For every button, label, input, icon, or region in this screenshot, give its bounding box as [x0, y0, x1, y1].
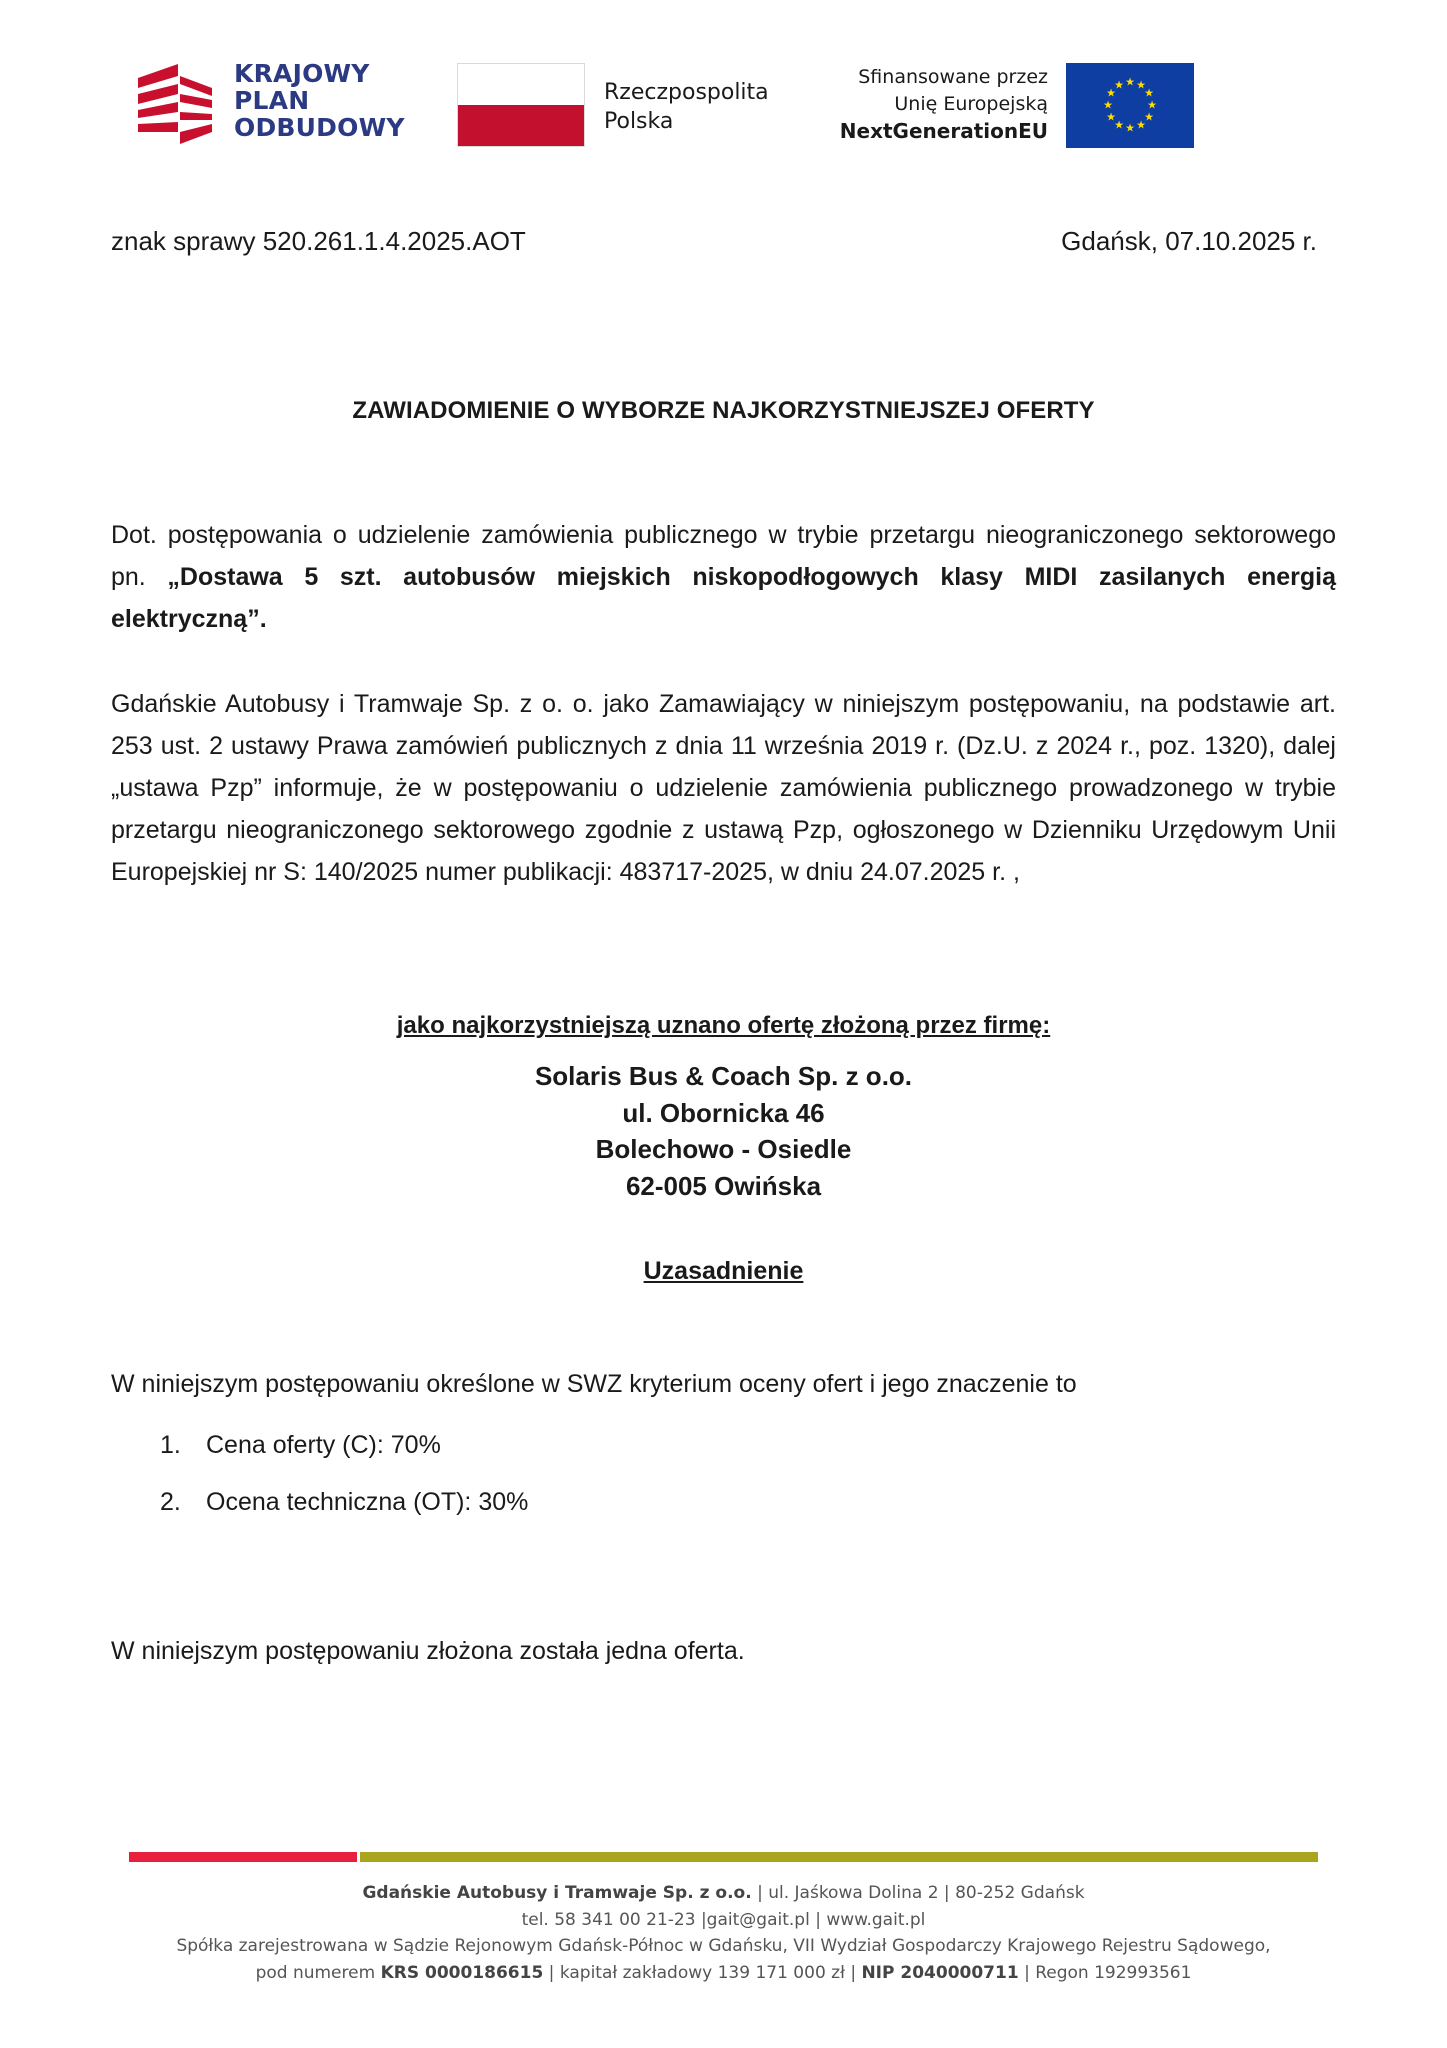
- criteria-item: [160, 1417, 528, 1474]
- criteria-intro: W niniejszym postępowaniu określone w SWZ kryterium oceny ofert i jego znaczenie to: [111, 1370, 1077, 1398]
- kpo-logo-text: [234, 60, 405, 141]
- svg-text:★: ★: [1125, 75, 1135, 89]
- eu-line-1: Sfinansowane przez: [858, 66, 1048, 88]
- subject-title: „Dostawa 5 szt. autobusów miejskich niskopodłogowych klasy MIDI zasilanych energią elektryczną”.: [111, 563, 1336, 633]
- criteria-number: 2.: [160, 1488, 181, 1516]
- svg-text:★: ★: [1136, 78, 1146, 92]
- svg-text:★: ★: [1125, 121, 1135, 135]
- svg-text:★: ★: [1136, 118, 1146, 132]
- footer-company: Gdańskie Autobusy i Tramwaje Sp. z o.o.: [362, 1883, 752, 1903]
- footer-bar-red: [129, 1852, 357, 1862]
- footer-bar-olive: [360, 1852, 1318, 1862]
- kpo-line-1: KRAJOWY: [234, 59, 370, 88]
- subject-paragraph: [111, 514, 1336, 640]
- case-reference: znak sprawy 520.261.1.4.2025.AOT: [111, 226, 526, 256]
- winner-locality: Bolechowo - Osiedle: [595, 1134, 852, 1164]
- winner-name: Solaris Bus & Coach Sp. z o.o.: [534, 1061, 913, 1091]
- poland-line-1: Rzeczpospolita: [604, 80, 769, 105]
- polish-flag-icon: [457, 63, 585, 147]
- svg-text:★: ★: [1106, 110, 1116, 124]
- criteria-item: [160, 1474, 528, 1531]
- final-statement: W niniejszym postępowaniu złożona została jedna oferta.: [111, 1637, 745, 1665]
- winner-postal: 62-005 Owińska: [625, 1170, 822, 1201]
- svg-text:★: ★: [1106, 86, 1116, 100]
- footer-regon: | Regon 192993561: [1018, 1962, 1192, 1983]
- svg-text:★: ★: [1103, 98, 1113, 112]
- footer-nip: NIP 2040000711: [861, 1962, 1019, 1983]
- winner-address: [0, 1058, 1447, 1204]
- eu-line-2: Unię Europejską: [894, 93, 1048, 115]
- winner-street: ul. Obornicka 46: [622, 1097, 825, 1128]
- footer-address: | ul. Jaśkowa Dolina 2 | 80-252 Gdańsk: [751, 1883, 1085, 1903]
- award-heading: jako najkorzystniejszą uznano ofertę złożoną przez firmę:: [396, 1012, 1051, 1039]
- kpo-building-stripes-icon: [138, 62, 216, 148]
- eu-flag-icon: [1066, 63, 1194, 148]
- footer-line-1: [0, 1880, 1447, 1907]
- poland-line-2: Polska: [604, 109, 674, 134]
- justification-heading: Uzasadnienie: [643, 1257, 804, 1285]
- eu-line-3: NextGenerationEU: [839, 119, 1048, 143]
- criteria-label: Ocena techniczna (OT): 30%: [206, 1488, 529, 1516]
- footer: [0, 1880, 1447, 1986]
- footer-krs: KRS 0000186615: [380, 1962, 544, 1983]
- svg-text:★: ★: [1144, 86, 1154, 100]
- criteria-label: Cena oferty (C): 70%: [206, 1431, 441, 1459]
- document-title: ZAWIADOMIENIE O WYBORZE NAJKORZYSTNIEJSZEJ OFERTY: [352, 397, 1095, 424]
- eu-funding-text: [790, 64, 1048, 145]
- poland-logo-text: [604, 78, 769, 136]
- subject-prefix: Dot. postępowania o udzielenie zamówienia publicznego w trybie przetargu nieograniczonego sektorowego pn.: [111, 521, 1336, 591]
- svg-text:★: ★: [1114, 118, 1124, 132]
- svg-text:★: ★: [1144, 110, 1154, 124]
- footer-krs-prefix: pod numerem: [255, 1962, 381, 1983]
- criteria-number: 1.: [160, 1431, 181, 1459]
- place-date: Gdańsk, 07.10.2025 r.: [1061, 226, 1317, 256]
- footer-contact: tel. 58 341 00 21-23 |gait@gait.pl | www.gait.pl: [521, 1909, 926, 1930]
- svg-text:★: ★: [1147, 98, 1157, 112]
- kpo-line-2: PLAN: [234, 86, 310, 115]
- footer-line-4: [0, 1960, 1447, 1987]
- legal-basis-paragraph: Gdańskie Autobusy i Tramwaje Sp. z o. o. jako Zamawiający w niniejszym postępowaniu, na podstawie art. 253 ust. 2 ustawy Prawa zamówień publicznych z dnia 11 września 2019 r. (Dz.U. z 2024 r., poz. 1320), dalej „ustawa Pzp” informuje, że w postępowaniu o udzielenie zamówienia publicznego prowadzonego w trybie przetargu nieograniczonego sektorowego zgodnie z ustawą Pzp, ogłoszonego w Dzienniku Urzędowym Unii Europejskiej nr S: 140/2025 numer publikacji: 483717-2025, w dniu 24.07.2025 r. ,: [111, 690, 1336, 886]
- svg-text:★: ★: [1114, 78, 1124, 92]
- kpo-line-3: ODBUDOWY: [234, 113, 405, 142]
- footer-registration: Spółka zarejestrowana w Sądzie Rejonowym Gdańsk-Północ w Gdańsku, VII Wydział Gospodarczy Krajowego Rejestru Sądowego,: [176, 1936, 1271, 1956]
- footer-capital: | kapitał zakładowy 139 171 000 zł |: [543, 1962, 862, 1983]
- criteria-list: [160, 1417, 528, 1531]
